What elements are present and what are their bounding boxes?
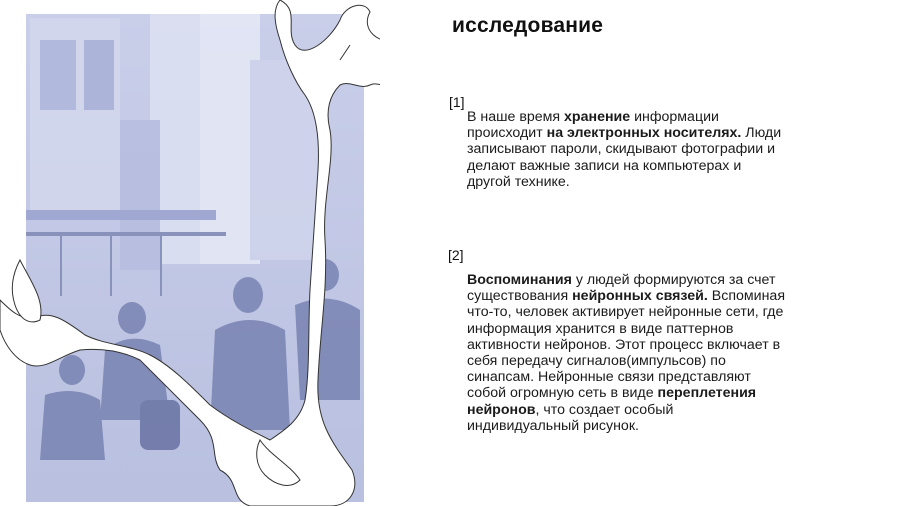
collage-image — [0, 0, 380, 506]
item-2-text-segment: , что создает особый индивидуальный рисунок. — [467, 401, 674, 434]
item-1-text-segment: на электронных носителях. — [546, 125, 742, 142]
item-1-text-segment: информации происходит — [467, 109, 719, 142]
item-2-text-segment: Вспоминая что-то, человек активирует нейронные сети, где информация хранится в виде паттернов активности нейронов. Этот процесс включает в себя передачу сигналов(импульсов) по синапсам. Нейронные связи представляют собой огромную сеть в виде — [467, 288, 786, 402]
item-2-text-segment: Воспоминания — [467, 272, 572, 288]
item-1-paragraph — [467, 109, 785, 190]
item-2-text-segment: нейронных связей. — [572, 288, 708, 305]
item-1-text-segment: В наше время — [467, 109, 565, 125]
item-1-marker: [1] — [449, 94, 465, 110]
item-2-paragraph — [467, 272, 785, 434]
item-2-text-segment: переплетения нейронов — [467, 385, 757, 418]
page-title: исследование — [452, 14, 604, 37]
item-2-marker: [2] — [448, 247, 464, 263]
item-1-text-segment: Люди записывают пароли, скидывают фотографии и делают важные записи на компьютерах и другой технике. — [467, 125, 782, 190]
item-1-text-segment: хранение — [564, 109, 631, 125]
item-2-text-segment: у людей формируются за счет существования — [467, 272, 776, 305]
